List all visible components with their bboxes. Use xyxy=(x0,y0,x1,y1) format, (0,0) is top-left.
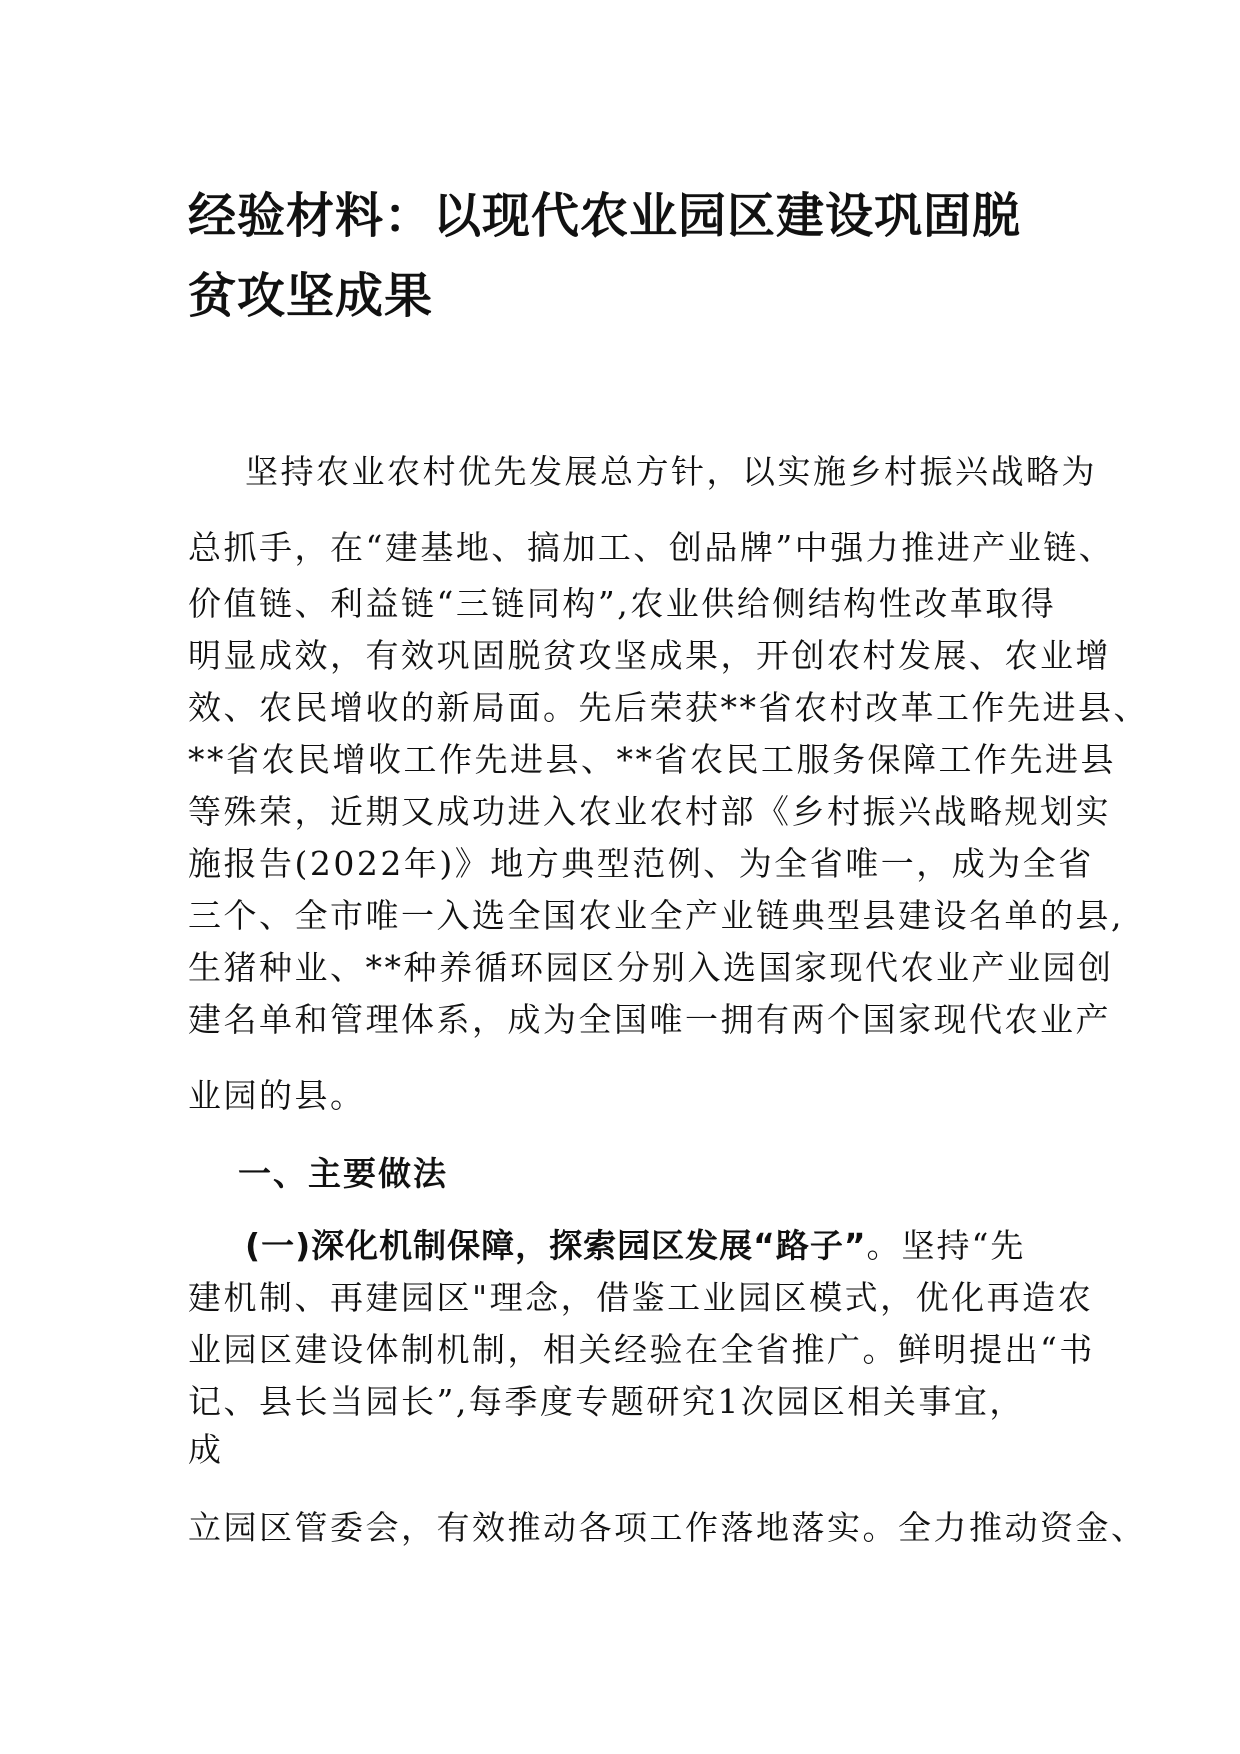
subsection-first-line xyxy=(245,1226,1125,1266)
subsection-line: 成 xyxy=(188,1430,224,1469)
intro-line: 明显成效，有效巩固脱贫攻坚成果，开创农村发展、农业增 xyxy=(188,636,1111,675)
intro-line: 价值链、利益链“三链同构”,农业供给侧结构性改革取得 xyxy=(188,584,1057,623)
subsection-line: 建机制、再建园区"理念，借鉴工业园区模式，优化再造农 xyxy=(188,1278,1094,1317)
document-title: 经验材料：以现代农业园区建设巩固脱贫攻坚成果 xyxy=(188,188,1022,324)
subsection-line: 记、县长当园长”,每季度专题研究1次园区相关事宜， xyxy=(188,1382,1025,1421)
intro-line: 生猪种业、**种养循环园区分别入选国家现代农业产业园创 xyxy=(188,948,1114,987)
intro-line: 总抓手，在“建基地、搞加工、创品牌”中强力推进产业链、 xyxy=(188,528,1115,567)
intro-line: 坚持农业农村优先发展总方针，以实施乡村振兴战略为 xyxy=(245,452,1097,491)
intro-line: 等殊荣，近期又成功进入农业农村部《乡村振兴战略规划实 xyxy=(188,792,1111,831)
subsection-line: 业园区建设体制机制，相关经验在全省推广。鲜明提出“书 xyxy=(188,1330,1095,1369)
intro-line: 三个、全市唯一入选全国农业全产业链典型县建设名单的县, xyxy=(188,896,1124,935)
section-heading: 一、主要做法 xyxy=(238,1154,448,1193)
intro-line: 建名单和管理体系，成为全国唯一拥有两个国家现代农业产 xyxy=(188,1000,1111,1039)
subsection-title: (一)深化机制保障，探索园区发展“路子” xyxy=(245,1226,867,1265)
intro-line: 业园的县。 xyxy=(188,1076,366,1115)
subsection-first-line-rest: 。坚持“先 xyxy=(866,1226,1026,1265)
intro-line: **省农民增收工作先进县、**省农民工服务保障工作先进县 xyxy=(188,740,1116,779)
intro-line: 效、农民增收的新局面。先后荣获**省农村改革工作先进县、 xyxy=(188,688,1149,727)
intro-line: 施报告(2022年)》地方典型范例、为全省唯一，成为全省 xyxy=(188,844,1094,883)
subsection-line: 立园区管委会，有效推动各项工作落地落实。全力推动资金、 xyxy=(188,1508,1147,1547)
